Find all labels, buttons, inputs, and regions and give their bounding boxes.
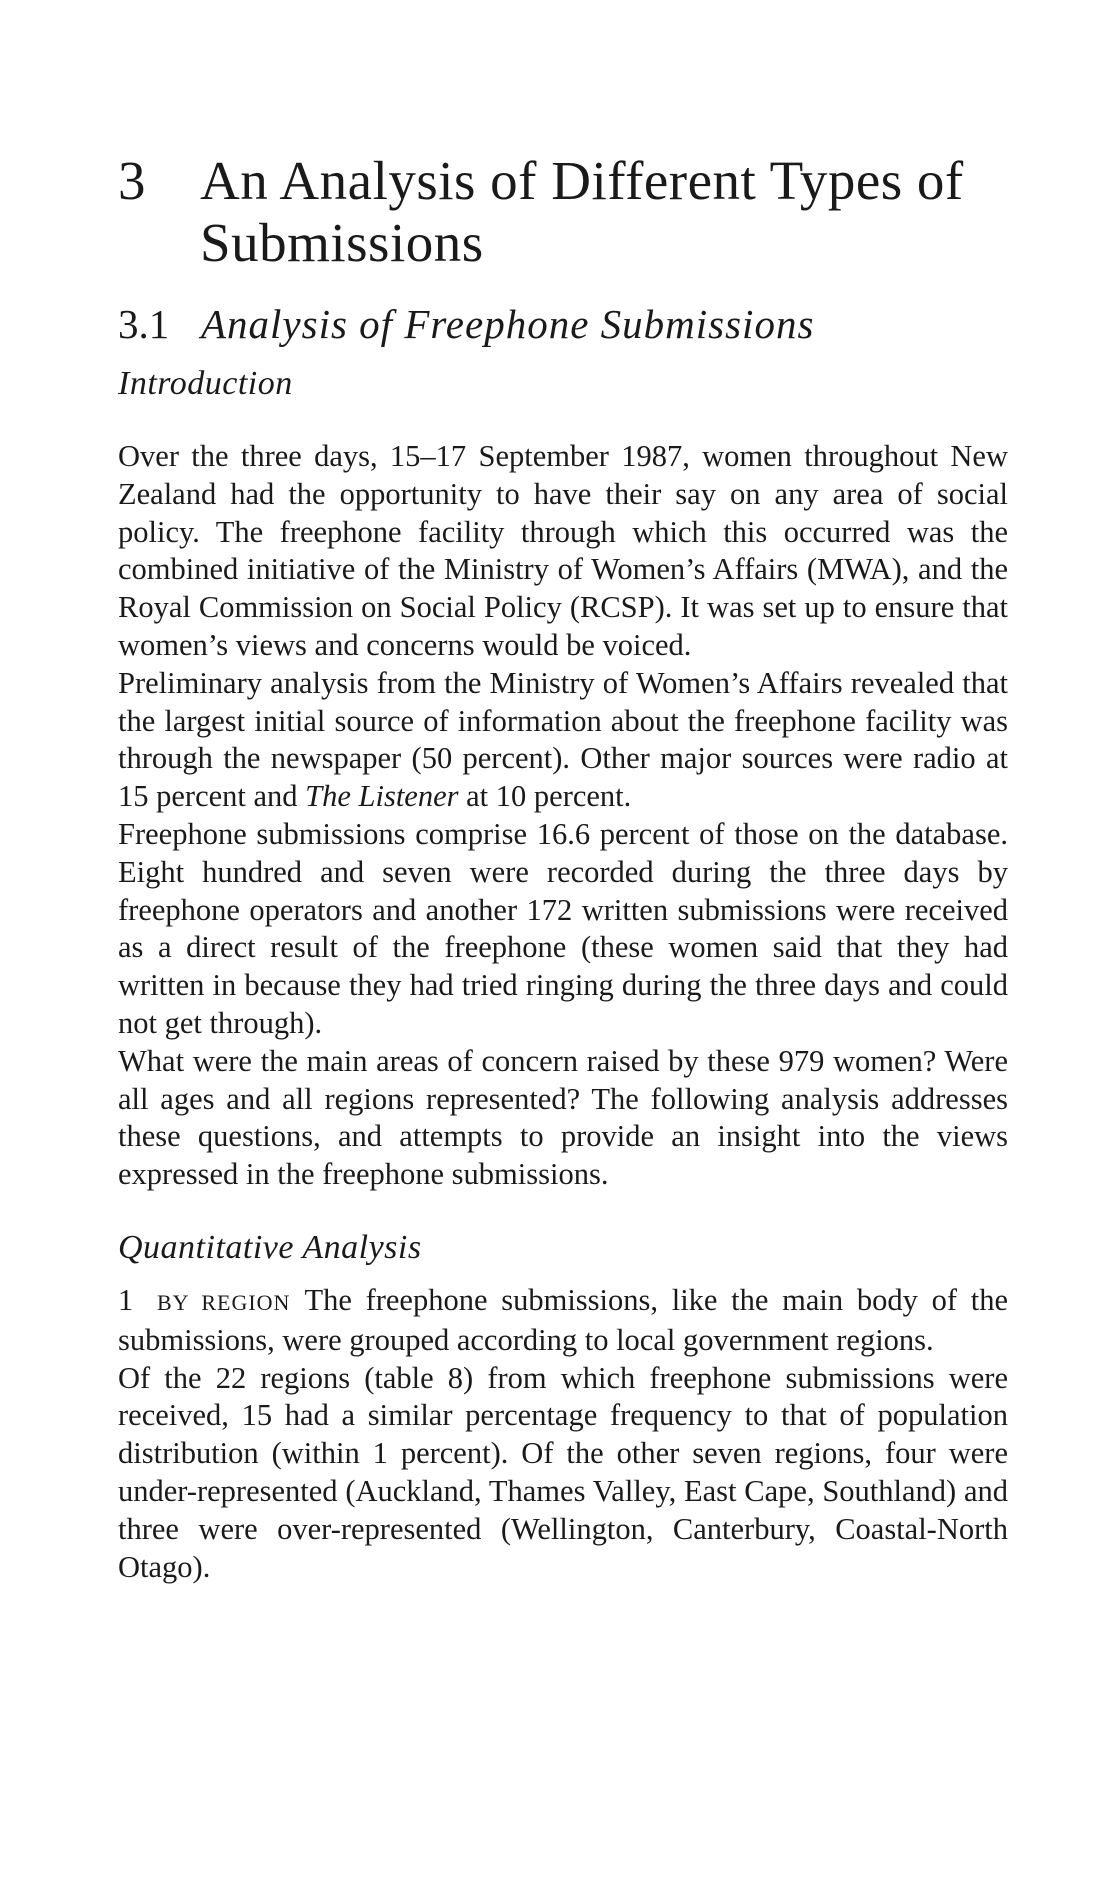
intro-paragraph-4: What were the main areas of concern raised by these 979 women? Were all ages and all regions represented? The following analysis addresses these questions, and attempts to provide an insight into the views expressed in the freephone submissions. <box>118 1043 1008 1192</box>
section-heading <box>118 300 1008 348</box>
intro-paragraph-2-text-a: Preliminary analysis from the Ministry of Women’s Affairs revealed that the largest initial source of information about the freephone facility was through the newspaper (50 percent). Other major sources were radio at 15 percent and <box>118 665 1008 814</box>
intro-paragraph-2 <box>118 665 1008 816</box>
chapter-number: 3 <box>118 150 146 211</box>
intro-paragraph-3: Freephone submissions comprise 16.6 percent of those on the database. Eight hundred and seven were recorded during the three days by freephone operators and another 172 written submissions were received as a direct result of the freephone (these women said that they had written in because they had tried ringing during the three days and could not get through). <box>118 816 1008 1040</box>
the-listener-title: The Listener <box>305 779 459 814</box>
chapter-title: An Analysis of Different Types of Submissions <box>200 150 964 273</box>
regions-paragraph: Of the 22 regions (table 8) from which freephone submissions were received, 15 had a similar percentage frequency to that of population distribution (within 1 percent). Of the other seven regions, four were under-represented (Auckland, Thames Valley, East Cape, Southland) and three were over-represented (Wellington, Canterbury, Coastal-North Otago). <box>118 1360 1008 1584</box>
introduction-heading: Introduction <box>118 365 293 402</box>
item-label: BY REGION <box>156 1289 291 1315</box>
item-text: The freephone submissions, like the main body of the submissions, were grouped according to local government regions. <box>118 1282 1008 1357</box>
intro-paragraph-1: Over the three days, 15–17 September 1987, women throughout New Zealand had the opportunity to have their say on any area of social policy. The freephone facility through which this occurred was the combined initiative of the Ministry of Women’s Affairs (MWA), and the Royal Commission on Social Policy (RCSP). It was set up to ensure that women’s views and concerns would be voiced. <box>118 439 1008 662</box>
item-number: 1 <box>118 1282 134 1317</box>
section-number: 3.1 <box>118 301 170 347</box>
chapter-heading <box>118 150 1008 274</box>
region-item-paragraph <box>118 1282 1008 1360</box>
document-page <box>118 150 1008 1586</box>
quantitative-analysis-heading: Quantitative Analysis <box>118 1228 422 1266</box>
intro-paragraph-2-text-b: at 10 percent. <box>458 779 632 814</box>
section-title: Analysis of Freephone Submissions <box>201 301 815 347</box>
